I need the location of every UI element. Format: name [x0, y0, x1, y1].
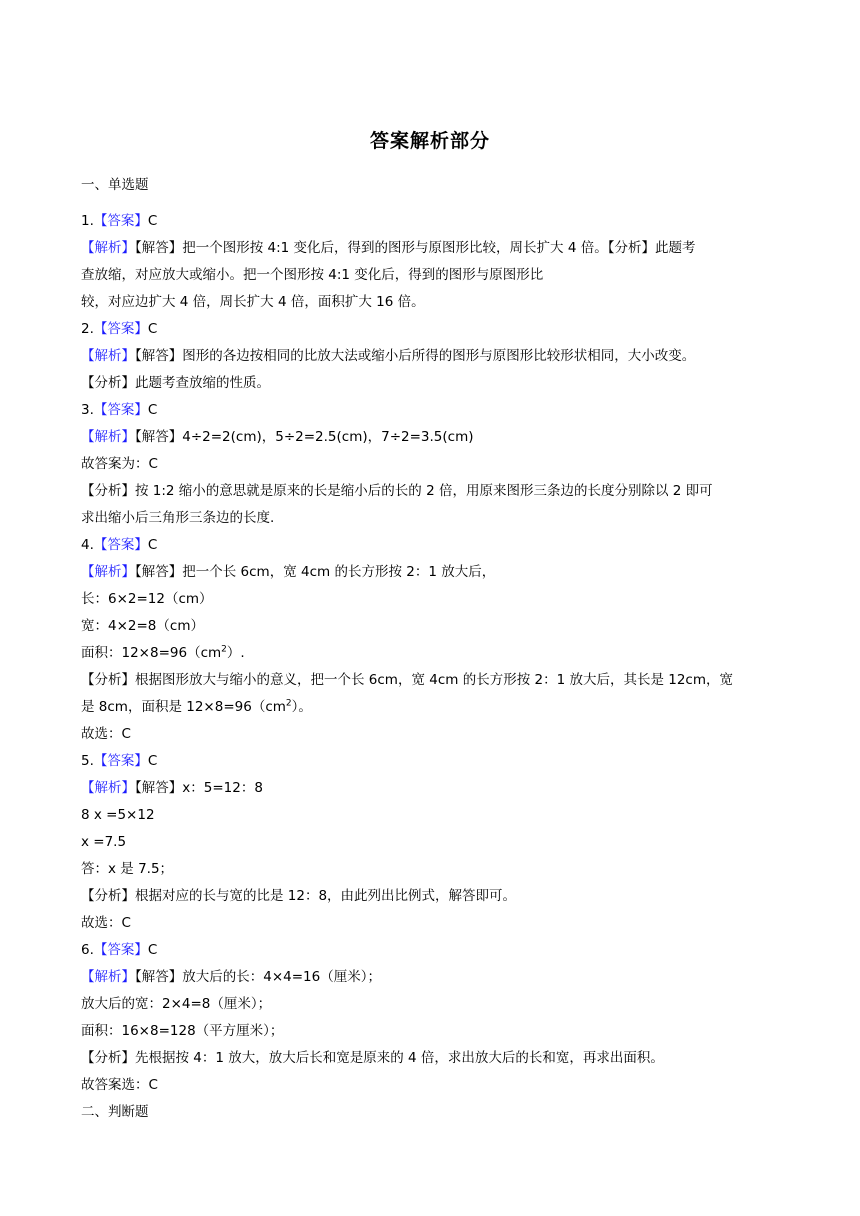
q5-analysis-line-2: 8 x =5×12	[81, 807, 155, 823]
q4-area-exponent: 2	[221, 644, 227, 655]
q1-answer-value: C	[147, 213, 158, 229]
q3-analysis-text-1: 【解答】4÷2=2(cm)，5÷2=2.5(cm)，7÷2=3.5(cm)	[135, 429, 474, 445]
q5-analysis-line-5: 【分析】根据对应的长与宽的比是 12：8，由此列出比例式，解答即可。	[81, 888, 517, 904]
answer-tag: 【答案】	[93, 753, 148, 769]
q2-answer-value: C	[147, 321, 158, 337]
q2-analysis-line-1	[81, 346, 781, 366]
q5-analysis-line-3: x =7.5	[81, 834, 127, 850]
answer-tag: 【答案】	[93, 942, 148, 958]
q1-number: 1.	[81, 213, 94, 229]
q1-analysis-line-2: 查放缩，对应放大或缩小。把一个图形按 4:1 变化后，得到的图形与原图形比	[81, 267, 544, 283]
q4-summary-exponent: 2	[285, 698, 292, 709]
q4-analysis-text-1: 【解答】把一个长 6cm，宽 4cm 的长方形按 2：1 放大后，	[135, 564, 496, 580]
q1-analysis-text-1: 【解答】把一个图形按 4:1 变化后，得到的图形与原图形比较，周长扩大 4 倍。【分析】此题考	[135, 240, 696, 256]
q2-analysis-line-2: 【分析】此题考查放缩的性质。	[81, 375, 270, 391]
q3-number: 3.	[81, 402, 94, 418]
page-title: 答案解析部分	[369, 130, 490, 152]
q1-analysis-line-3: 较，对应边扩大 4 倍，周长扩大 4 倍，面积扩大 16 倍。	[81, 294, 425, 310]
q4-summary-tail: ）。	[291, 699, 312, 715]
q3-analysis-line-3: 【分析】按 1:2 缩小的意思就是原来的长是缩小后的长的 2 倍，用原来图形三条边的长度分别除以 2 即可	[81, 483, 713, 499]
q5-analysis-line-1	[81, 778, 781, 798]
q4-answer	[81, 535, 781, 555]
q3-answer-value: C	[147, 402, 158, 418]
q6-analysis-line-5: 故答案选：C	[81, 1077, 158, 1093]
q4-analysis-line-4	[81, 643, 781, 663]
q5-analysis-line-4: 答：x 是 7.5；	[81, 861, 174, 877]
analysis-tag: 【解析】	[81, 564, 135, 580]
answer-tag: 【答案】	[93, 537, 148, 553]
q2-number: 2.	[81, 321, 94, 337]
q6-answer-value: C	[147, 942, 158, 958]
q4-summary-text: 是 8cm，面积是 12×8=96（cm	[81, 699, 286, 715]
q4-analysis-line-1	[81, 562, 781, 582]
q3-analysis-line-4: 求出缩小后三角形三条边的长度.	[81, 510, 275, 526]
q2-answer	[81, 319, 781, 339]
q2-analysis-text-1: 【解答】图形的各边按相同的比放大法或缩小后所得的图形与原图形比较形状相同，大小改变。	[135, 348, 696, 364]
section-heading-single-choice: 一、单选题	[81, 177, 149, 193]
q4-analysis-line-3: 宽：4×2=8（cm）	[81, 618, 204, 634]
q4-analysis-line-5: 【分析】根据图形放大与缩小的意义，把一个长 6cm，宽 4cm 的长方形按 2：1 放大后，其长是 12cm，宽	[81, 672, 734, 688]
q3-analysis-line-1	[81, 427, 781, 447]
q6-analysis-text-1: 【解答】放大后的长：4×4=16（厘米）；	[135, 969, 381, 985]
analysis-tag: 【解析】	[81, 969, 135, 985]
analysis-tag: 【解析】	[81, 429, 135, 445]
answer-tag: 【答案】	[93, 402, 148, 418]
q6-analysis-line-2: 放大后的宽：2×4=8（厘米）；	[81, 996, 272, 1012]
q3-answer	[81, 400, 781, 420]
q6-answer	[81, 940, 781, 960]
q5-analysis-text-1: 【解答】x：5=12：8	[135, 780, 263, 796]
q5-answer-value: C	[147, 753, 158, 769]
q6-analysis-line-1	[81, 967, 781, 987]
q4-analysis-line-6	[81, 697, 781, 717]
answer-tag: 【答案】	[93, 321, 148, 337]
q6-number: 6.	[81, 942, 94, 958]
q3-analysis-line-2: 故答案为：C	[81, 456, 158, 472]
q5-analysis-line-6: 故选：C	[81, 915, 131, 931]
section-heading-true-false: 二、判断题	[81, 1104, 149, 1120]
q1-answer	[81, 211, 781, 231]
q4-analysis-line-2: 长：6×2=12（cm）	[81, 591, 213, 607]
analysis-tag: 【解析】	[81, 780, 135, 796]
q6-analysis-line-3: 面积：16×8=128（平方厘米）；	[81, 1023, 284, 1039]
q4-answer-value: C	[147, 537, 158, 553]
q4-number: 4.	[81, 537, 94, 553]
q6-analysis-line-4: 【分析】先根据按 4：1 放大，放大后长和宽是原来的 4 倍，求出放大后的长和宽，再求出面积。	[81, 1050, 664, 1066]
analysis-tag: 【解析】	[81, 348, 135, 364]
q1-analysis-line-1	[81, 238, 781, 258]
analysis-tag: 【解析】	[81, 240, 135, 256]
q4-area-text: 面积：12×8=96（cm	[81, 645, 222, 661]
answer-tag: 【答案】	[93, 213, 148, 229]
q5-number: 5.	[81, 753, 94, 769]
q4-analysis-line-7: 故选：C	[81, 726, 131, 742]
q4-area-tail: ）.	[226, 645, 245, 661]
q5-answer	[81, 751, 781, 771]
